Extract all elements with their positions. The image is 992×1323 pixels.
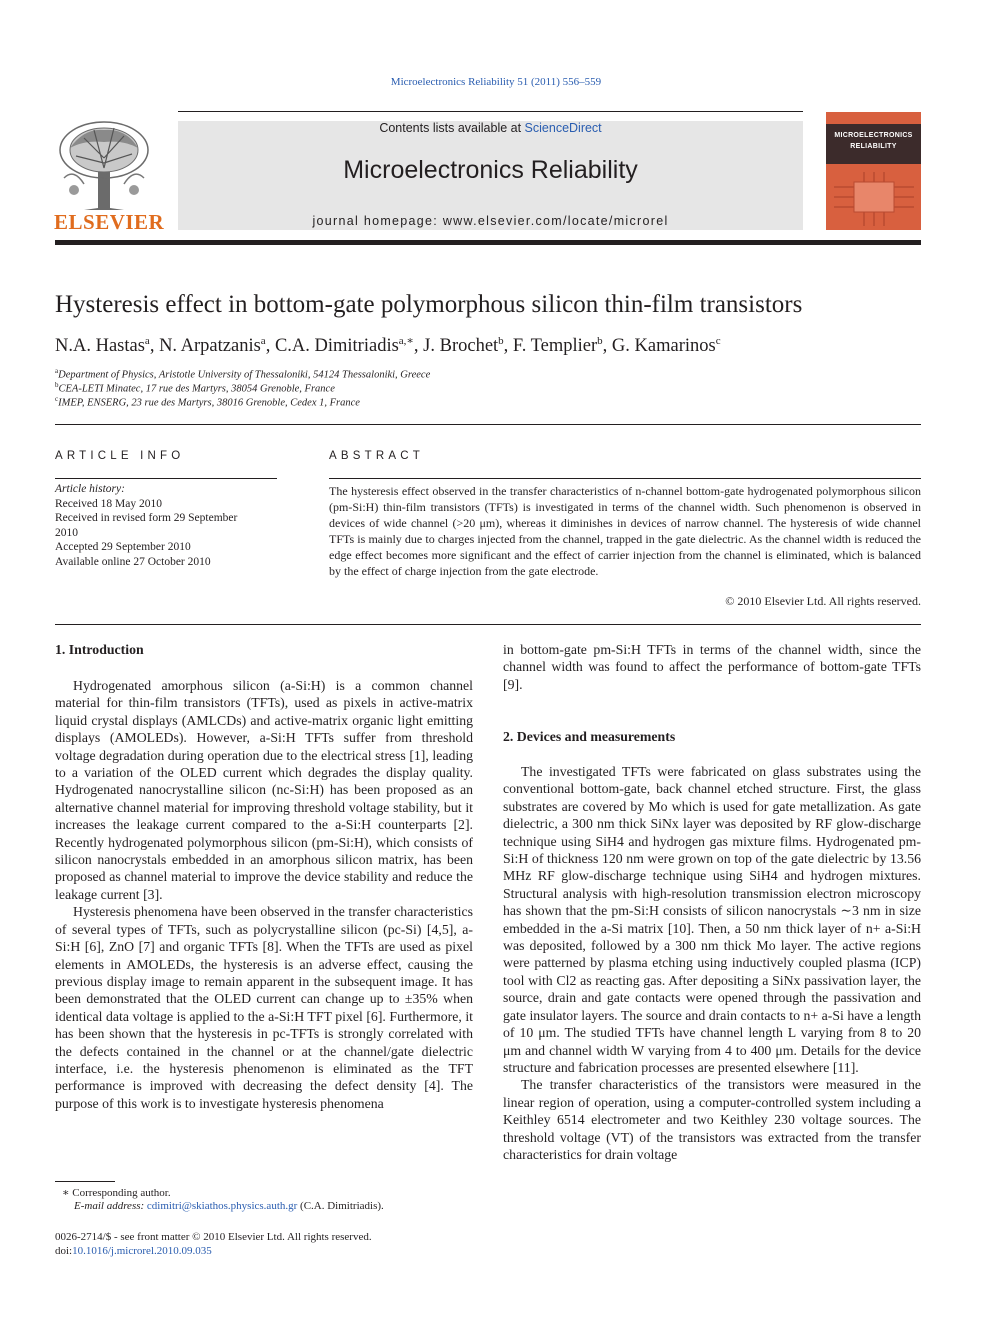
paragraph: Hysteresis phenomena have been observed in the transfer characteristics of several types of TFTs, such as polycrystalline silicon (pc-Si) [4,5], a-Si:H [6], ZnO [7] and organic TFTs [8]. When the TFTs are used as pixel elements in AMOLEDs, the hysteresis is an adverse effect, causing the previous display image to remain apparent in the subsequent image. It has been demonstrated that the OLED current can change up to ±35% when identical data voltage is applied to the a-Si:H TFT pixel [6]. Furthermore, it has been shown that the hysteresis in pc-TFTs is strongly correlated with the defects contained in the channel or at the channel/gate dielectric interface, i.e. the hysteresis phenomenon is eliminated as the TFT performance is improved with decreasing the defect density [4]. The purpose of this work is to investigate hysteresis phenomena <box>55 904 473 1111</box>
doi-line: doi:10.1016/j.microrel.2010.09.035 <box>55 1245 212 1257</box>
section-heading-introduction: 1. Introduction <box>55 642 144 657</box>
article-title: Hysteresis effect in bottom-gate polymorphous silicon thin-film transistors <box>55 291 803 318</box>
author[interactable]: N.A. Hastas <box>55 336 145 357</box>
header-thick-rule <box>55 240 921 245</box>
abstract-text: The hysteresis effect observed in the transfer characteristics of n-channel bottom-gate hydrogenated polymorphous silicon (pm-Si:H) thin-film transistors (TFTs) is investigated in terms of the channel width. Such phenomenon is observed in devices of wide channel (>20 μm), whereas it diminishes in devices of narrow channel. The hysteresis of wide channel TFTs is mainly due to charges injected from the channel, trapped in the gate dielectric. As the channel width is reduced the edge effect becomes more significant and the effect of carrier injection from the channel is eliminated, which is balanced by the effect of charge injection from the gate electrode. <box>329 484 921 578</box>
corresponding-author-note: ∗ Corresponding author. <box>62 1187 171 1199</box>
cover-title-line-2: RELIABILITY <box>850 143 897 150</box>
divider <box>55 424 921 425</box>
publisher-name: ELSEVIER <box>54 210 165 234</box>
affiliation: $^a$Department of Physics, Aristotle University of Thessaloniki, 54124 Thessaloniki, Greece <box>55 367 431 381</box>
abstract-heading: ABSTRACT <box>329 450 424 462</box>
author[interactable]: G. Kamarinos <box>611 336 716 357</box>
online-date: Available online 27 October 2010 <box>55 555 211 568</box>
contents-line: Contents lists available at ScienceDirect <box>379 121 602 135</box>
author-list: N.A. Hastas$^a$, N. Arpatzanis$^a$, C.A. Dimitriadis$^{a,∗}$, J. Brochet$^b$, F. Templier$^b$, G. Kamarinos$^c$ <box>55 335 721 357</box>
revised-date-year: 2010 <box>55 526 78 539</box>
author[interactable]: N. Arpatzanis <box>159 336 261 357</box>
journal-cover-image <box>826 112 921 230</box>
journal-homepage: journal homepage: www.elsevier.com/locate/microrel <box>312 214 669 228</box>
homepage-link[interactable]: www.elsevier.com/locate/microrel <box>442 214 669 228</box>
cover-title-line-1: MICROELECTRONICS <box>834 132 913 139</box>
divider <box>55 478 277 479</box>
journal-title: Microelectronics Reliability <box>343 156 638 184</box>
article-history <box>55 482 277 569</box>
divider <box>55 624 921 625</box>
email-note: E-mail address: cdimitri@skiathos.physics.auth.gr (C.A. Dimitriadis). <box>74 1200 384 1212</box>
article-info-heading: ARTICLE INFO <box>55 450 185 462</box>
received-date: Received 18 May 2010 <box>55 497 162 510</box>
cover-circuit-icon <box>834 172 914 226</box>
affiliation: $^c$IMEP, ENSERG, 23 rue des Martyrs, 38016 Grenoble, Cedex 1, France <box>55 395 360 409</box>
author[interactable]: F. Templier <box>512 336 598 357</box>
author[interactable]: C.A. Dimitriadis <box>274 336 399 357</box>
affiliation: $^b$CEA-LETI Minatec, 17 rue des Martyrs, 38054 Grenoble, France <box>55 381 335 395</box>
doi-link[interactable]: 10.1016/j.microrel.2010.09.035 <box>72 1245 212 1257</box>
paragraph: The transfer characteristics of the transistors were measured in the linear region of operation, using a computer-controlled system including a Keithley 6514 electrometer and two Keithley 230 voltage sources. The threshold voltage (VT) of the transistors was extracted from the transfer characteristics for drain voltage <box>503 1077 921 1162</box>
divider <box>329 478 921 479</box>
sciencedirect-link[interactable]: ScienceDirect <box>524 121 602 135</box>
email-link[interactable]: cdimitri@skiathos.physics.auth.gr <box>146 1200 298 1212</box>
paragraph: Hydrogenated amorphous silicon (a-Si:H) is a common channel material for thin-film transistors (TFTs), used as pixels in active-matrix liquid crystal displays (AMLCDs) and active-matrix organic light emitting displays (AMOLEDs). However, a-Si:H TFTs suffer from threshold voltage degradation during operation due to the electrical stress [1], leading to a variation of the OLED current which degrades the display quality. Hydrogenated nanocrystalline silicon (nc-Si:H) has been proposed as an alternative channel material for improving threshold voltage stability, but it increases the leakage current compared to the a-Si:H counterparts [2]. Recently hydrogenated polymorphous silicon (pm-Si:H), which consists of silicon nanocrystals embedded in an amorphous silicon matrix, has been proposed as channel material to improve the device stability and reduce the leakage current [3]. <box>55 678 473 902</box>
issn-line: 0026-2714/$ - see front matter © 2010 Elsevier Ltd. All rights reserved. <box>55 1231 372 1243</box>
paragraph: The investigated TFTs were fabricated on glass substrates using the conventional bottom-gate, back channel etched structure. First, the glass substrates are covered by Mo which is used for gate metallization. As gate dielectric, a 300 nm thick SiNx layer was deposited by RF glow-discharge technique using SiH4 and hydrogen gas mixture films. Hydrogenated pm-Si:H of thickness 120 nm were grown on top of the gate dielectric by 13.56 MHz RF glow-discharge technique using SiH4 and hydrogen mixtures. Structural analysis with high-resolution transmission electron microscopy has shown that the pm-Si:H consists of silicon nanocrystals ∼3 nm in size embedded in the a-Si matrix [10]. Then, a 50 nm thick layer of n+ a-Si:H was deposited, followed by a 300 nm thick Mo layer. The active regions were patterned by plasma etching using inductively coupled plasma (ICP) tool with Cl2 as reacting gas. After depositing a SiNx passivation layer, the source, drain and gate contacts were opened through the passivation and gate insulator layers. The source and drain contacts to n+ a-Si have a length of 10 μm. The studied TFTs have channel length L varying from 8 to 20 μm and channel width W varying from 4 to 400 μm. Details for the device structure and fabrication processes are presented elsewhere [11]. <box>503 764 921 1075</box>
section-heading-devices: 2. Devices and measurements <box>503 729 676 744</box>
abstract-copyright: © 2010 Elsevier Ltd. All rights reserved. <box>725 594 921 608</box>
devices-body <box>503 763 921 1163</box>
accepted-date: Accepted 29 September 2010 <box>55 541 191 553</box>
introduction-body <box>55 677 473 1112</box>
footnote-rule <box>55 1181 115 1182</box>
header-rule <box>178 111 803 112</box>
revised-date: Received in revised form 29 September <box>55 512 238 524</box>
paragraph: in bottom-gate pm-Si:H TFTs in terms of the channel width, since the channel width was found to affect the performance of bottom-gate TFTs [9]. <box>503 642 921 692</box>
introduction-continued <box>503 641 921 693</box>
history-label: Article history: <box>55 483 125 495</box>
author[interactable]: J. Brochet <box>423 336 499 357</box>
journal-reference[interactable]: Microelectronics Reliability 51 (2011) 556–559 <box>390 76 602 88</box>
